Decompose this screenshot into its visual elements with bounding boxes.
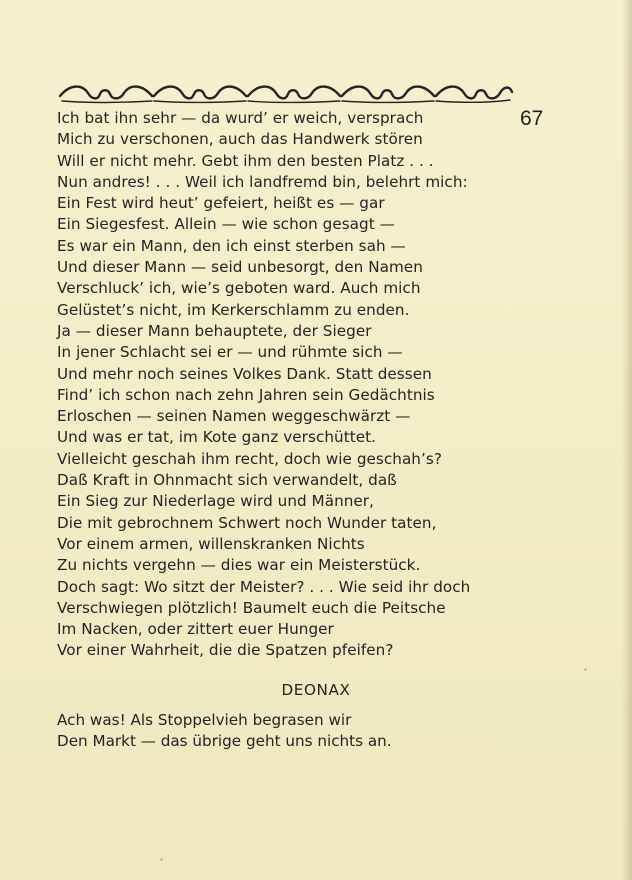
- verse-line: Ja — dieser Mann behauptete, der Sieger: [57, 321, 372, 340]
- verse-line: In jener Schlacht sei er — und rühmte sich —: [57, 343, 403, 362]
- verse-line: Vor einer Wahrheit, die die Spatzen pfeifen?: [57, 641, 394, 660]
- verse-line: Zu nichts vergehn — dies war ein Meisterstück.: [57, 556, 421, 575]
- verse-line: Es war ein Mann, den ich einst sterben sah —: [57, 236, 406, 255]
- page-edge-shadow: [622, 0, 632, 880]
- verse-line: Ein Siegesfest. Allein — wie schon gesagt —: [57, 215, 395, 234]
- wave-scroll-ornament-icon: [58, 82, 514, 104]
- verse-line: Den Markt — das übrige geht uns nichts an.: [57, 732, 392, 751]
- verse-block: [57, 108, 527, 662]
- verse-line: Im Nacken, oder zittert euer Hunger: [57, 620, 334, 639]
- verse-line: Mich zu verschonen, auch das Handwerk stören: [57, 130, 423, 149]
- verse-line: Doch sagt: Wo sitzt der Meister? . . . Wie seid ihr doch: [57, 577, 471, 596]
- verse-line: Ein Fest wird heut’ gefeiert, heißt es — gar: [57, 194, 385, 213]
- verse-line: Ach was! Als Stoppelvieh begrasen wir: [57, 711, 352, 729]
- verse-line: Gelüstet’s nicht, im Kerkerschlamm zu enden.: [57, 300, 410, 319]
- verse-line: Und was er tat, im Kote ganz verschüttet.: [57, 428, 376, 447]
- verse-line: Find’ ich schon nach zehn Jahren sein Gedächtnis: [57, 385, 435, 404]
- verse-line: Die mit gebrochnem Schwert noch Wunder taten,: [57, 513, 437, 532]
- verse-line: Daß Kraft in Ohnmacht sich verwandelt, daß: [57, 471, 397, 490]
- verse-line: Verschluck’ ich, wie’s geboten ward. Auch mich: [57, 279, 421, 298]
- verse-line: Verschwiegen plötzlich! Baumelt euch die Peitsche: [57, 598, 446, 617]
- verse-line: Ein Sieg zur Niederlage wird und Männer,: [57, 492, 374, 511]
- verse-line: Und dieser Mann — seid unbesorgt, den Namen: [57, 258, 423, 277]
- page-number: 67: [520, 107, 544, 130]
- verse-line: Nun andres! . . . Weil ich landfremd bin, belehrt mich:: [57, 172, 468, 191]
- reply-block: [57, 710, 392, 753]
- verse-line: Vielleicht geschah ihm recht, doch wie geschah’s?: [57, 449, 442, 468]
- paper-speck: [160, 858, 163, 861]
- paper-speck: [584, 668, 587, 671]
- verse-line: Will er nicht mehr. Gebt ihm den besten Platz . . .: [57, 151, 434, 170]
- verse-line: Und mehr noch seines Volkes Dank. Statt dessen: [57, 364, 432, 383]
- verse-line: Ich bat ihn sehr — da wurd’ er weich, versprach: [57, 109, 424, 127]
- verse-line: Vor einem armen, willenskranken Nichts: [57, 534, 365, 553]
- verse-line: Erloschen — seinen Namen weggeschwärzt —: [57, 407, 411, 426]
- speaker-name: DEONAX: [281, 681, 351, 699]
